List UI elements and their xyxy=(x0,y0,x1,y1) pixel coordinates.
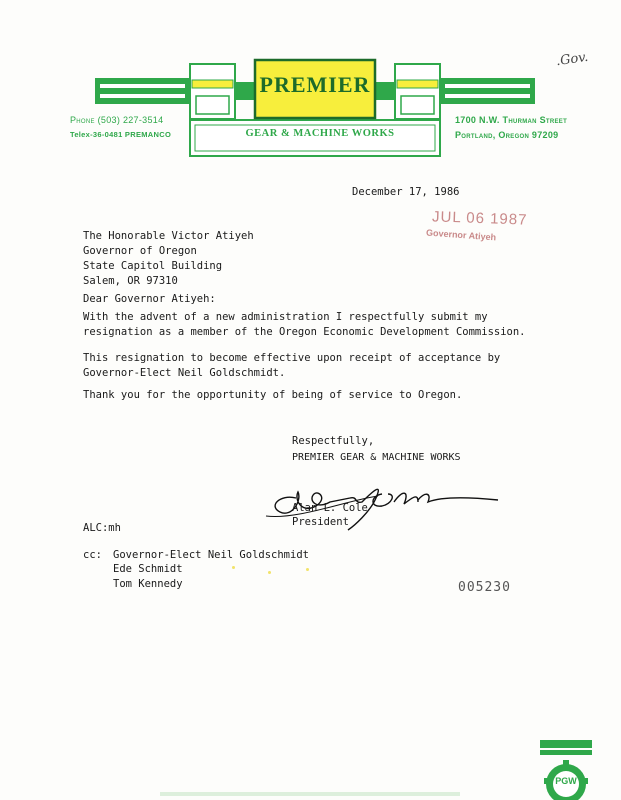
cc-recipient: Tom Kennedy xyxy=(113,578,183,590)
cc-recipient: Ede Schmidt xyxy=(113,563,183,575)
footer-faint-strip xyxy=(160,792,460,796)
letter-date: December 17, 1986 xyxy=(352,186,460,198)
body-paragraph-2-line-1: This resignation to become effective upon receipt of acceptance by xyxy=(83,352,501,364)
body-paragraph-1-line-2: resignation as a member of the Oregon Economic Development Commission. xyxy=(83,326,526,338)
document-sequence-number: 005230 xyxy=(458,580,511,595)
pgw-gear-icon xyxy=(534,738,598,800)
closing-company: PREMIER GEAR & MACHINE WORKS xyxy=(292,452,461,463)
company-logo-subtitle: GEAR & MACHINE WORKS xyxy=(245,128,395,139)
recipient-line: Governor of Oregon xyxy=(83,245,197,257)
paper-speck xyxy=(306,568,309,571)
signer-name: Alan L. Cole xyxy=(292,502,368,514)
signer-title: President xyxy=(292,516,349,528)
body-paragraph-3: Thank you for the opportunity of being of service to Oregon. xyxy=(83,389,463,401)
letterhead-telex: Telex-36-0481 PREMANCO xyxy=(70,130,172,139)
paper-speck xyxy=(232,566,235,569)
closing-valediction: Respectfully, xyxy=(292,435,375,447)
salutation: Dear Governor Atiyeh: xyxy=(83,293,216,305)
letterhead-address-line2: Portland, Oregon 97209 xyxy=(455,130,559,140)
margin-mark: .Gov. xyxy=(555,49,590,70)
typist-initials: ALC:mh xyxy=(83,522,121,534)
footer-logo-text: PGW xyxy=(555,776,577,786)
letterhead-address-line1: 1700 N.W. Thurman Street xyxy=(455,115,568,125)
recipient-line: Salem, OR 97310 xyxy=(83,275,178,287)
recipient-line: State Capitol Building xyxy=(83,260,223,272)
paper-speck xyxy=(268,571,271,574)
cc-label: cc: xyxy=(83,549,102,561)
letterhead-phone: Phone (503) 227-3514 xyxy=(70,115,164,125)
body-paragraph-1-line-1: With the advent of a new administration I respectfully submit my xyxy=(83,311,488,323)
company-logo-word: PREMIER xyxy=(259,72,371,97)
recipient-line: The Honorable Victor Atiyeh xyxy=(83,230,254,242)
body-paragraph-2-line-2: Governor-Elect Neil Goldschmidt. xyxy=(83,367,286,379)
received-stamp-date: JUL 06 1987 xyxy=(431,208,528,229)
received-stamp-label: Governor Atiyeh xyxy=(425,227,497,243)
cc-recipient: Governor-Elect Neil Goldschmidt xyxy=(113,549,309,561)
